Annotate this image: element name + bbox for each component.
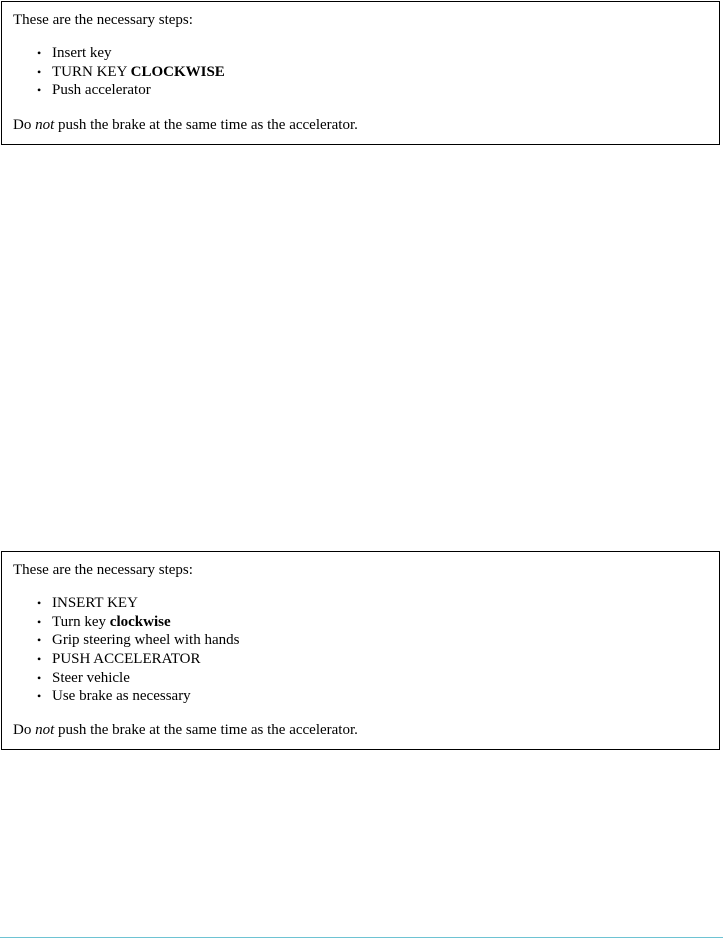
step-text: PUSH ACCELERATOR: [52, 651, 201, 668]
step-emphasis: CLOCKWISE: [130, 63, 225, 80]
steps-list: [13, 594, 239, 706]
bullet-icon: •: [37, 652, 42, 667]
note-prefix: Do: [13, 722, 36, 738]
step-emphasis: clockwise: [109, 613, 171, 630]
step-text: TURN KEY: [52, 63, 131, 80]
bullet-icon: •: [37, 46, 42, 60]
list-item: [37, 631, 240, 650]
step-text: Steer vehicle: [52, 669, 130, 686]
note-suffix: push the brake at the same time as the accelerator.: [54, 722, 358, 738]
list-item: [37, 669, 239, 688]
bullet-icon: •: [37, 670, 42, 685]
list-item: [37, 687, 239, 706]
bullet-icon: •: [37, 83, 42, 98]
bullet-icon: •: [37, 689, 42, 704]
step-text: INSERT KEY: [52, 595, 138, 611]
step-text: Push accelerator: [52, 82, 151, 99]
bullet-icon: •: [37, 614, 42, 629]
bullet-icon: •: [37, 64, 42, 79]
steps-intro: These are the necessary steps:: [13, 12, 193, 28]
list-item: [37, 613, 239, 632]
bullet-icon: •: [37, 633, 42, 648]
list-item: [37, 63, 225, 82]
steps-panel-2: [1, 551, 720, 750]
step-text: Use brake as necessary: [52, 688, 191, 705]
warning-note: [13, 721, 358, 739]
step-text: Insert key: [52, 45, 112, 61]
bullet-icon: •: [37, 596, 42, 610]
bottom-divider: [0, 937, 723, 938]
note-emphasis: not: [35, 117, 55, 133]
list-item: [37, 594, 239, 613]
note-prefix: Do: [13, 117, 36, 133]
list-item: [37, 44, 225, 63]
step-text: Grip steering wheel with hands: [52, 632, 240, 649]
list-item: [37, 650, 239, 669]
warning-note: [13, 116, 358, 134]
steps-intro: These are the necessary steps:: [13, 562, 193, 578]
list-item: [37, 81, 225, 100]
note-emphasis: not: [35, 722, 55, 738]
steps-list: [13, 44, 225, 100]
steps-panel-1: [1, 1, 720, 145]
step-text: Turn key: [52, 613, 110, 630]
note-suffix: push the brake at the same time as the accelerator.: [54, 117, 358, 133]
